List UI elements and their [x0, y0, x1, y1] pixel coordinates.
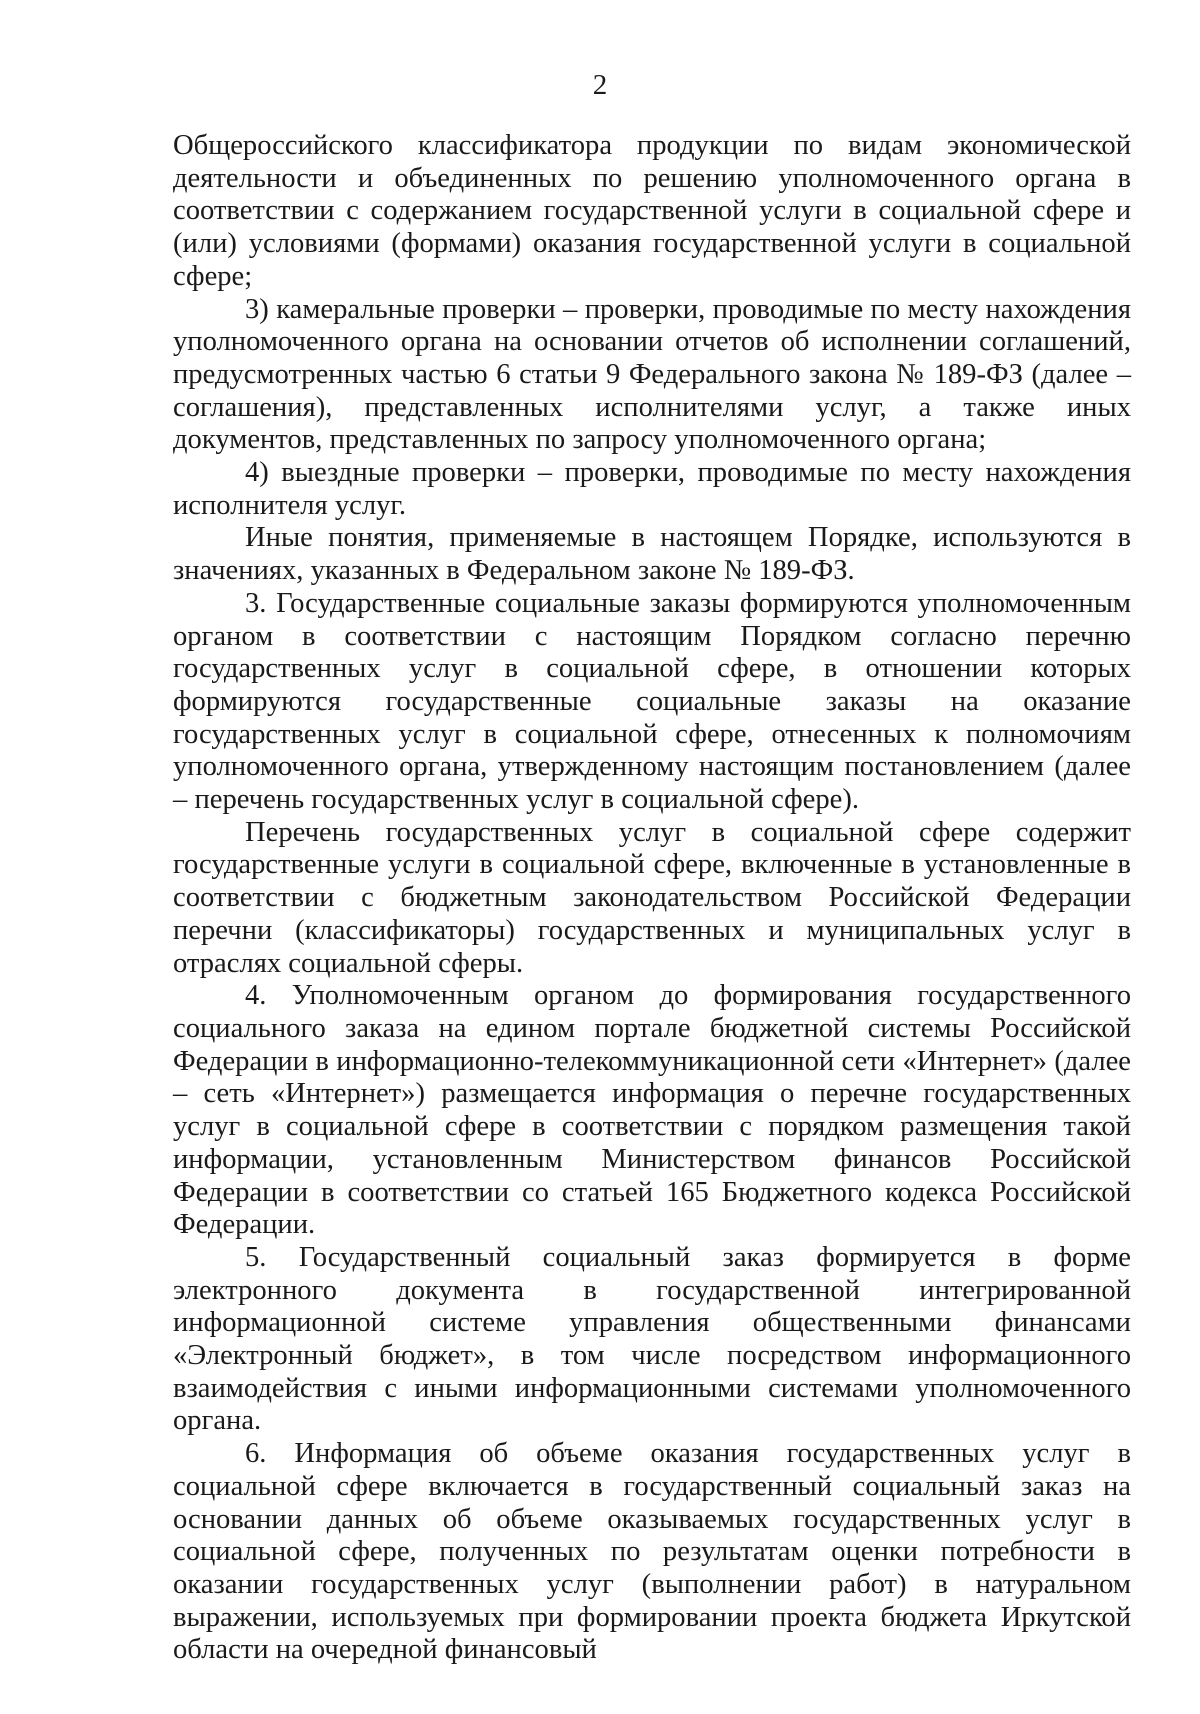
document-body	[173, 130, 1131, 1667]
paragraph-clause-4: 4. Уполномоченным органом до формирования государственного социального заказа на едином портале бюджетной системы Российской Федерации в информационно-телекоммуникационной сети «Интернет» (далее – сеть «Интернет») размещается информация о перечне государственных услуг в социальной сфере в соответствии с порядком размещения такой информации, установленным Министерством финансов Российской Федерации в соответствии со статьей 165 Бюджетного кодекса Российской Федерации.	[173, 980, 1131, 1241]
paragraph-item-4-field-audits: 4) выездные проверки – проверки, проводимые по месту нахождения исполнителя услуг.	[173, 457, 1131, 521]
paragraph-continuation: Общероссийского классификатора продукции по видам экономической деятельности и объединенных по решению уполномоченного органа в соответствии с содержанием государственной услуги в социальной сфере и (или) условиями (формами) оказания государственной услуги в социальной сфере;	[173, 130, 1131, 292]
paragraph-clause-6: 6. Информация об объеме оказания государственных услуг в социальной сфере включается в государственный социальный заказ на основании данных об объеме оказываемых государственных услуг в социальной сфере, полученных по результатам оценки потребности в оказании государственных услуг (выполнении работ) в натуральном выражении, используемых при формировании проекта бюджета Иркутской области на очередной финансовый	[173, 1438, 1131, 1666]
paragraph-clause-5: 5. Государственный социальный заказ формируется в форме электронного документа в государственной интегрированной информационной системе управления общественными финансами «Электронный бюджет», в том числе посредством информационного взаимодействия с иными информационными системами уполномоченного органа.	[173, 1241, 1131, 1437]
paragraph-clause-3: 3. Государственные социальные заказы формируются уполномоченным органом в соответствии с настоящим Порядком согласно перечню государственных услуг в социальной сфере, в отношении которых формируются государственные социальные заказы на оказание государственных услуг в социальной сфере, отнесенных к полномочиям уполномоченного органа, утвержденному настоящим постановлением (далее – перечень государственных услуг в социальной сфере).	[173, 587, 1131, 816]
page-number: 2	[592, 69, 608, 101]
paragraph-other-terms: Иные понятия, применяемые в настоящем Порядке, используются в значениях, указанных в Федеральном законе № 189-ФЗ.	[173, 522, 1131, 587]
paragraph-item-3-desk-audits: 3) камеральные проверки – проверки, проводимые по месту нахождения уполномоченного органа на основании отчетов об исполнении соглашений, предусмотренных частью 6 статьи 9 Федерального закона № 189-ФЗ (далее – соглашения), представленных исполнителями услуг, а также иных документов, представленных по запросу уполномоченного органа;	[173, 293, 1131, 456]
paragraph-list-contents: Перечень государственных услуг в социальной сфере содержит государственные услуги в социальной сфере, включенные в установленные в соответствии с бюджетным законодательством Российской Федерации перечни (классификаторы) государственных и муниципальных услуг в отраслях социальной сферы.	[173, 816, 1131, 979]
